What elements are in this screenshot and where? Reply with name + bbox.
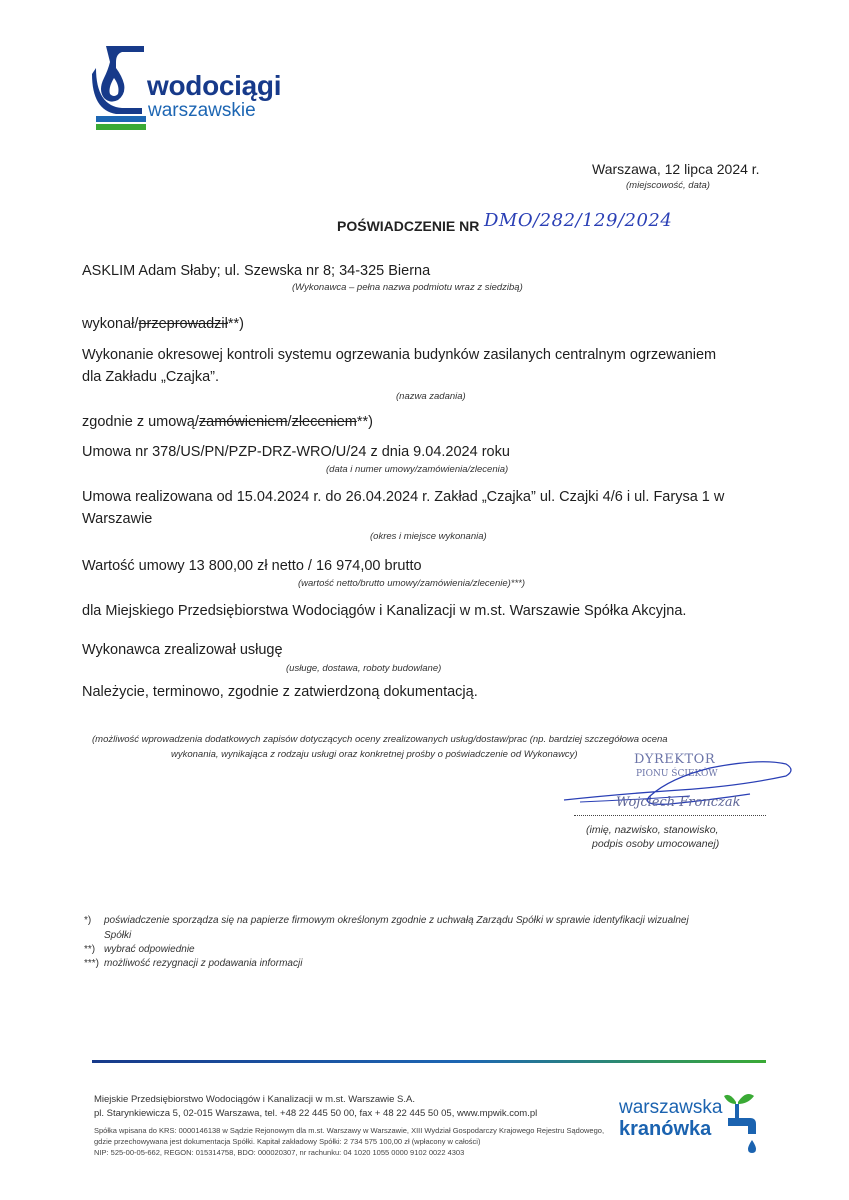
footer-color-bar [92,1060,766,1063]
water-drop-logo-icon [92,44,152,136]
stamp-subtitle: PIONU ŚCIEKÓW [636,769,718,779]
certificate-number-handwritten: DMO/282/129/2024 [484,210,673,231]
footer-company: Miejskie Przedsiębiorstwo Wodociągów i Kanalizacji w m.st. Warszawie S.A. [94,1094,415,1105]
footnote-1-text: poświadczenie sporządza się na papierze firmowym określonym zgodnie z uchwałą Zarządu Spółki w sprawie identyfikacji wizualnej [104,915,689,926]
task-note: (nazwa zadania) [396,391,466,402]
place-date: Warszawa, 12 lipca 2024 r. [592,161,760,177]
assessment-line: Należycie, terminowo, zgodnie z zatwierdzoną dokumentacją. [82,684,478,700]
footnote-3-text: możliwość rezygnacji z podawania informacji [104,958,303,969]
signature-dotted-line [574,815,766,816]
brand-text-1: warszawska [619,1097,723,1118]
footer-address: pl. Starynkiewicza 5, 02-015 Warszawa, tel. +48 22 445 50 00, fax + 48 22 445 50 05, www.mpwik.com.pl [94,1108,538,1119]
according-prefix: zgodnie z umową/ [82,414,199,430]
task-line-1: Wykonanie okresowej kontroli systemu ogrzewania budynków zasilanych centralnym ogrzewaniem [82,347,717,363]
according-suffix: **) [356,414,373,430]
footer-legal-3: NIP: 525-00-05-662, REGON: 015314758, BDO: 000020307, nr rachunku: 04 1020 1055 0000 9102 0022 4303 [94,1148,465,1157]
water-tap-icon [724,1090,758,1156]
contractor-note: (Wykonawca – pełna nazwa podmiotu wraz z siedzibą) [292,282,523,293]
contract-text: Umowa nr 378/US/PN/PZP-DRZ-WRO/U/24 z dnia 9.04.2024 roku [82,444,510,460]
footnote-1-continuation: Spółki [104,930,132,941]
footnote-1-mark: *) [84,915,92,926]
brand-text-2: kranówka [619,1118,712,1140]
company-logo [92,44,312,136]
performed-suffix: **) [227,316,245,332]
footnote-2-text: wybrać odpowiednie [104,944,195,955]
title-label: POŚWIADCZENIE NR [337,218,480,234]
according-struck-2: zleceniem [291,414,357,430]
value-note: (wartość netto/brutto umowy/zamówienia/zlecenie)***) [298,578,526,589]
according-slash: / [287,414,292,430]
footnote-3-mark: ***) [84,958,100,969]
additional-note-line-1: (możliwość wprowadzenia dodatkowych zapisów dotyczących oceny zrealizowanych usług/dostaw/prac (np. bardziej szczegółowa ocena [92,734,668,745]
contract-note: (data i numer umowy/zamówienia/zlecenia) [326,464,509,475]
document-title [337,218,479,236]
performed-struck: przeprowadził [138,316,228,332]
signature-note-1: (imię, nazwisko, stanowisko, [586,824,719,836]
signatory-name: Wojciech Fronczak [616,795,741,810]
footer-legal-1: Spółka wpisana do KRS: 0000146138 w Sądzie Rejonowym dla m.st. Warszawy w Warszawie, XIII Wydział Gospodarczy Krajowego Rejestru Sądowego, [94,1126,605,1135]
footer-legal-2: gdzie przechowywana jest dokumentacja Spółki. Kapitał zakładowy Spółki: 2 734 575 100,00 zł (wpłacony w całości) [94,1137,481,1146]
service-note: (usługe, dostawa, roboty budowlane) [286,663,442,674]
performed-line [82,316,244,332]
contract-value: Wartość umowy 13 800,00 zł netto / 16 974,00 brutto [82,558,422,574]
period-line-2: Warszawie [82,511,153,527]
period-note: (okres i miejsce wykonania) [370,531,487,542]
service-line: Wykonawca zrealizował usługę [82,642,283,658]
logo-text-primary: wodociągi [147,70,282,101]
performed-prefix: wykonał/ [82,316,139,332]
footnote-2-mark: **) [84,944,96,955]
logo-text-secondary: warszawskie [148,100,256,121]
client-line: dla Miejskiego Przedsiębiorstwa Wodociągów i Kanalizacji w m.st. Warszawie Spółka Akcyjna. [82,603,687,619]
additional-note-line-2: wykonania, wynikająca z rodzaju usługi oraz konkretnej prośby o poświadczenie od Wykonawcy) [171,749,578,760]
place-date-note: (miejscowość, data) [626,180,710,191]
period-line-1: Umowa realizowana od 15.04.2024 r. do 26.04.2024 r. Zakład „Czajka” ul. Czajki 4/6 i ul. Farysa 1 w [82,489,725,505]
task-line-2: dla Zakładu „Czajka”. [82,369,219,385]
according-line [82,414,373,430]
stamp-title: DYREKTOR [634,752,716,767]
signature-note-2: podpis osoby umocowanej) [592,838,720,850]
according-struck-1: zamówieniem [198,414,288,430]
contractor-name: ASKLIM Adam Słaby; ul. Szewska nr 8; 34-325 Bierna [82,263,431,279]
